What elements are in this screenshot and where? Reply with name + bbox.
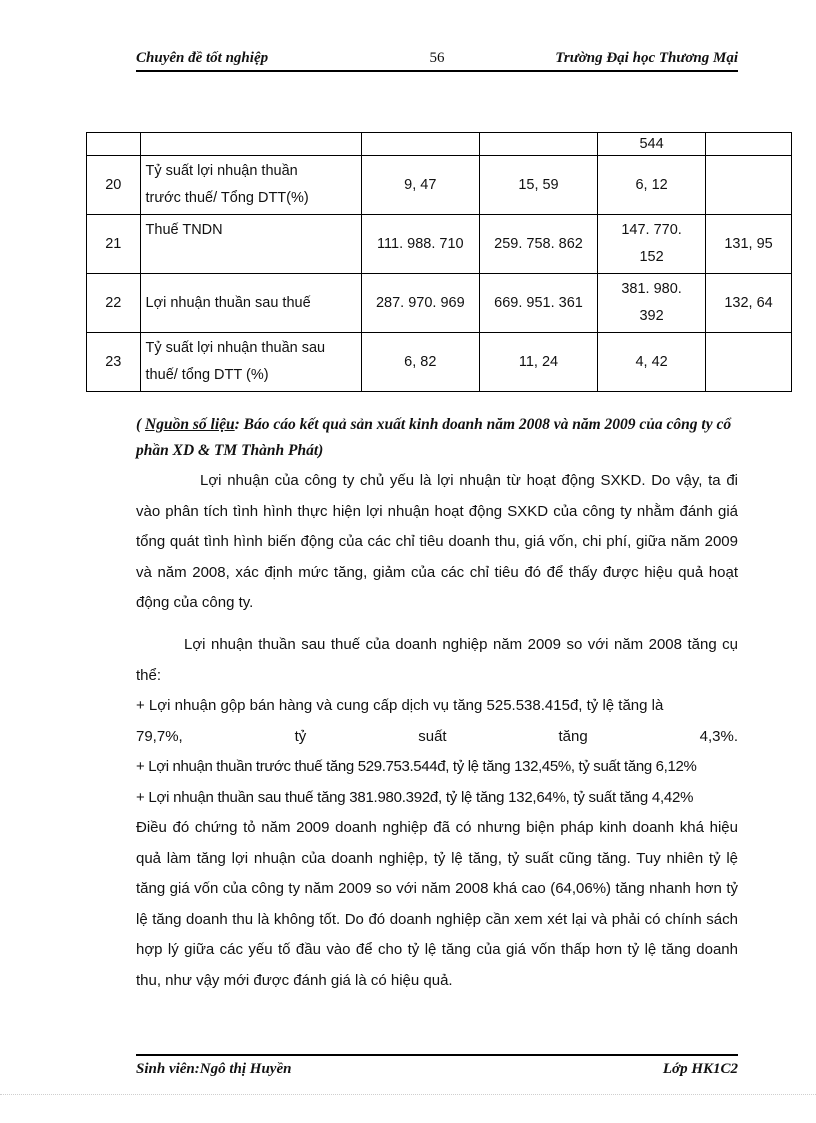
footer-class: Lớp HK1C2	[662, 1061, 738, 1077]
data-source-note	[136, 412, 738, 464]
indicator-name	[140, 215, 361, 274]
row-number: 23	[87, 333, 141, 392]
paragraph-intro: Lợi nhuận thuần sau thuế của doanh nghiệp năm 2009 so với năm 2008 tăng cụ thể:	[136, 636, 738, 684]
indicator-name	[140, 156, 361, 215]
bullet-gross-profit: + Lợi nhuận gộp bán hàng và cung cấp dịch vụ tăng 525.538.415đ, tỷ lệ tăng là	[136, 697, 664, 714]
indicator-name-line: thuế/ tổng DTT (%)	[145, 367, 269, 383]
difference-line: 392	[639, 308, 664, 324]
value-2009: 11, 24	[479, 333, 597, 392]
growth-rate	[706, 333, 792, 392]
row-number: 21	[87, 215, 141, 274]
table-row	[87, 274, 792, 333]
source-text: : Báo cáo kết quả sản xuất kinh doanh năm 2008 và năm 2009 của công ty cổ phần XD & TM Thành Phát)	[136, 416, 732, 459]
source-open-paren: (	[136, 416, 146, 433]
indicator-name	[140, 133, 361, 156]
table-row	[87, 156, 792, 215]
difference-line: 4, 42	[635, 353, 668, 370]
difference	[598, 274, 706, 333]
table-row	[87, 133, 792, 156]
body-paragraph-2	[136, 630, 738, 996]
indicator-name	[140, 333, 361, 392]
indicator-name-line: Lợi nhuận thuần sau thuế	[145, 294, 311, 311]
growth-rate: 132, 64	[706, 274, 792, 333]
value-2008: 111. 988. 710	[361, 215, 479, 274]
header-document-title: Chuyên đề tốt nghiệp	[136, 50, 269, 66]
header-page-number: 56	[429, 50, 445, 66]
value-2008: 287. 970. 969	[361, 274, 479, 333]
bullet-pretax-profit: + Lợi nhuận thuần trước thuế tăng 529.753.544đ, tỷ lệ tăng 132,45%, tỷ suất tăng 6,12%	[136, 758, 697, 775]
header-university: Trường Đại học Thương Mại	[555, 50, 738, 66]
difference-line: 544	[639, 136, 664, 152]
profit-table	[86, 132, 792, 392]
growth-rate	[706, 156, 792, 215]
indicator-name-line: Tỷ suất lợi nhuận thuần	[145, 163, 298, 179]
page-footer	[136, 1054, 738, 1080]
indicator-name-line: Thuế TNDN	[145, 222, 223, 238]
row-number: 20	[87, 156, 141, 215]
page-header	[136, 48, 738, 72]
growth-rate	[706, 133, 792, 156]
value-2009	[479, 133, 597, 156]
difference-line: 152	[639, 249, 664, 265]
row-number: 22	[87, 274, 141, 333]
footer-student-name: Sinh viên:Ngô thị Huyền	[136, 1061, 292, 1077]
difference	[598, 133, 706, 156]
growth-rate: 131, 95	[706, 215, 792, 274]
table-row	[87, 215, 792, 274]
difference-line: 147. 770.	[621, 222, 682, 238]
indicator-name-line: Tỷ suất lợi nhuận thuần sau	[145, 340, 326, 356]
difference	[598, 156, 706, 215]
value-2008: 9, 47	[361, 156, 479, 215]
indicator-name-line: trước thuế/ Tổng DTT(%)	[145, 190, 309, 206]
indicator-name	[140, 274, 361, 333]
difference-line: 381. 980.	[621, 281, 682, 297]
value-2009: 259. 758. 862	[479, 215, 597, 274]
value-2009: 669. 951. 361	[479, 274, 597, 333]
difference	[598, 215, 706, 274]
body-paragraph-1: Lợi nhuận của công ty chủ yếu là lợi nhuận từ hoạt động SXKD. Do vậy, ta đi vào phân tích tình hình thực hiện lợi nhuận hoạt động SXKD của công ty nhằm đánh giá tổng quát tình hình biến động của các chỉ tiêu doanh thu, giá vốn, chi phí, giữa năm 2009 và năm 2008, xác định mức tăng, giảm của các chỉ tiêu đó để thấy được hiệu quả hoạt động của công ty.	[136, 472, 738, 611]
row-number	[87, 133, 141, 156]
paragraph-conclusion: Điều đó chứng tỏ năm 2009 doanh nghiệp đã có nhưng biện pháp kinh doanh khá hiệu quả làm tăng lợi nhuận của doanh nghiệp, tỷ lệ tăng, tỷ suất cũng tăng. Tuy nhiên tỷ lệ tăng giá vốn của công ty năm 2009 so với năm 2008 khá cao (64,06%) tăng nhanh hơn tỷ lệ tăng doanh thu là không tốt. Do đó doanh nghiệp cần xem xét lại và phải có chính sách hợp lý giữa các yếu tố đầu vào để cho tỷ lệ tăng của giá vốn thấp hơn tỷ lệ tăng doanh thu, như vậy mới được đánh giá là có hiệu quả.	[136, 819, 738, 989]
difference	[598, 333, 706, 392]
value-2008	[361, 133, 479, 156]
bullet-aftertax-profit: + Lợi nhuận thuần sau thuế tăng 381.980.392đ, tỷ lệ tăng 132,64%, tỷ suất tăng 4,42%	[136, 788, 694, 806]
value-2008: 6, 82	[361, 333, 479, 392]
bullet-gross-profit-rate: 79,7%, tỷ suất tăng 4,3%.	[136, 727, 738, 745]
table-row	[87, 333, 792, 392]
difference-line: 6, 12	[635, 176, 668, 193]
value-2009: 15, 59	[479, 156, 597, 215]
source-label: Nguồn số liệu	[145, 416, 235, 433]
page-edge-divider	[0, 1094, 816, 1095]
